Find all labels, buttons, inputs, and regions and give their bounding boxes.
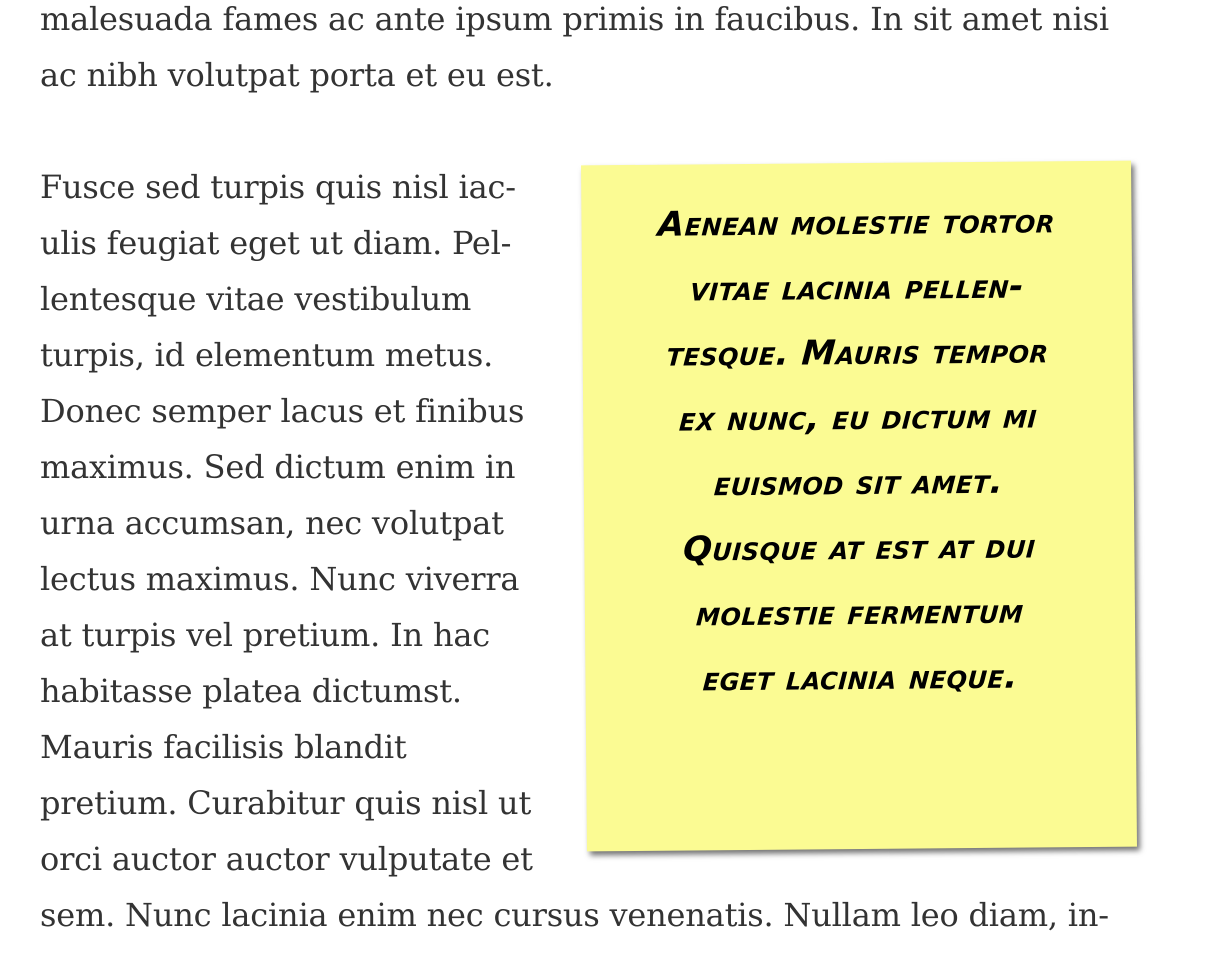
text-line: malesuada fames ac ante ipsum primis in faucibus. In sit amet nisi (40, 0, 1109, 38)
text-line: urna accumsan, nec volutpat (40, 504, 504, 542)
sticky-note-line: euismod sit amet. (712, 461, 1005, 505)
text-line: at turpis vel pretium. In hac (40, 616, 490, 654)
sticky-note (581, 161, 1137, 852)
text-line: lentesque vitae vestibulum (40, 280, 472, 318)
sticky-note-line: Quisque at est at dui (681, 526, 1037, 570)
text-line: Donec semper lacus et finibus (40, 392, 525, 430)
sticky-note-line: tesque. Mauris tempor (665, 331, 1050, 375)
text-line: sem. Nunc lacinia enim nec cursus venenatis. Nullam leo diam, in- (40, 896, 1109, 934)
text-line: lectus maximus. Nunc viverra (40, 560, 520, 598)
text-line: turpis, id elementum metus. (40, 336, 494, 374)
text-line: Fusce sed turpis quis nisl iac- (40, 168, 516, 206)
text-line: ulis feugiat eget ut diam. Pel- (40, 224, 512, 262)
sticky-note-line: eget lacinia neque. (701, 656, 1020, 700)
text-line: pretium. Curabitur quis nisl ut (40, 784, 532, 822)
text-line: habitasse platea dictumst. (40, 672, 462, 710)
text-line: orci auctor auctor vulputate et (40, 840, 533, 878)
text-line: Mauris facilisis blandit (40, 728, 407, 766)
sticky-note-line: Aenean molestie tortor (656, 201, 1057, 245)
sticky-note-line: vitae lacinia pellen- (689, 266, 1026, 310)
text-line: ac nibh volutpat porta et eu est. (40, 56, 554, 94)
text-line: maximus. Sed dictum enim in (40, 448, 516, 486)
sticky-note-line: ex nunc, eu dictum mi (678, 396, 1039, 440)
sticky-note-line: molestie fermentum (695, 591, 1025, 635)
